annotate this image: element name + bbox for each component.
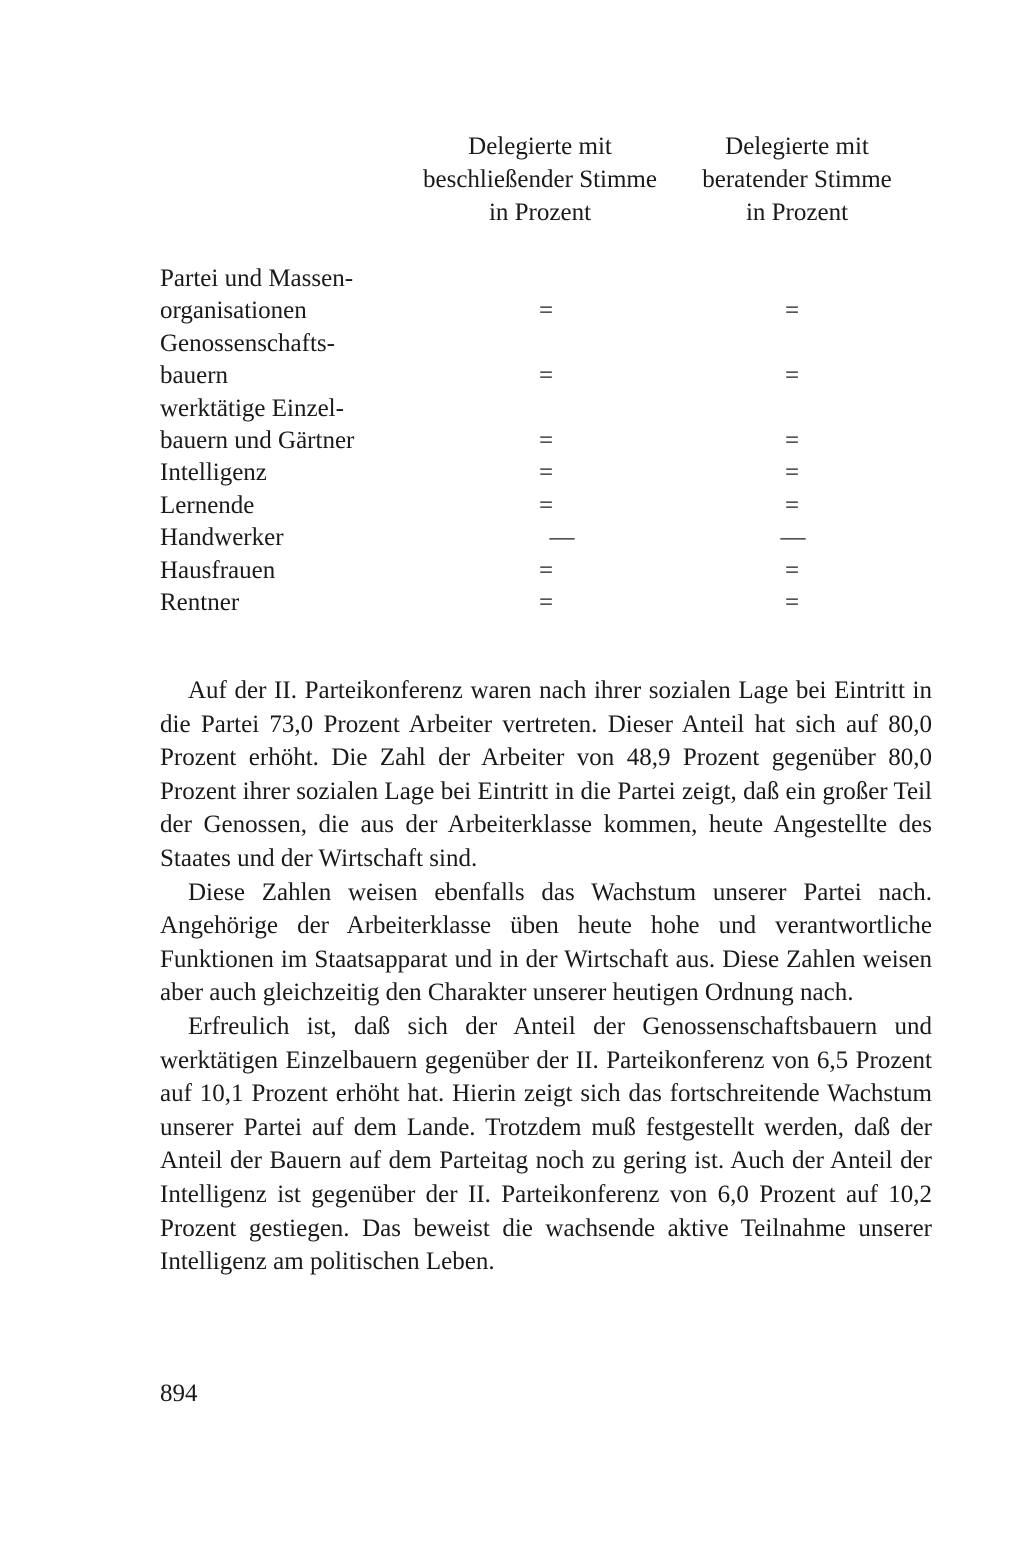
- row-label: Lernende: [160, 491, 255, 519]
- row-label: Genossenschafts-: [160, 329, 335, 357]
- table-header-line: in Prozent: [488, 199, 592, 226]
- table-row: [0, 262, 1024, 295]
- table-header-line: Delegierte mit: [725, 133, 869, 160]
- row-label: Hausfrauen: [160, 556, 276, 584]
- page-number: 894: [160, 1380, 198, 1407]
- table-row: [0, 489, 1024, 522]
- equals-sign: =: [784, 589, 800, 616]
- table-row: [0, 456, 1024, 489]
- equals-sign: =: [538, 362, 554, 390]
- paragraph: Auf der II. Parteikonferenz waren nach ihrer sozialen Lage bei Eintritt in die Partei 73,0 Prozent Arbeiter vertreten. Dieser Anteil hat sich auf 80,0 Prozent erhöht. Die Zahl der Arbeiter von 48,9 Prozent gegenüber 80,0 Prozent ihrer sozialen Lage bei Eintritt in die Partei zeigt, daß ein großer Teil der Genossen, die aus der Arbeiterklasse kommen, heute Angestellte des Staates und der Wirtschaft sind.: [160, 677, 932, 872]
- table-row: [0, 586, 1024, 619]
- equals-sign: =: [538, 589, 554, 616]
- table-row: [0, 294, 1024, 327]
- equals-sign: =: [784, 427, 800, 454]
- body-text: [160, 674, 932, 1279]
- equals-sign: =: [538, 556, 554, 584]
- table-header-line: beratender Stimme: [702, 166, 892, 193]
- row-label: organisationen: [160, 297, 307, 325]
- equals-sign: =: [784, 491, 800, 519]
- row-label: Rentner: [160, 589, 240, 616]
- table-row: [0, 424, 1024, 457]
- equals-sign: =: [538, 491, 554, 519]
- table-header-col2: [672, 130, 922, 229]
- paragraph: Erfreulich ist, daß sich der Anteil der Genossenschaftsbauern und werktätigen Einzelbauern gegenüber der II. Parteikonferenz von 6,5 Prozent auf 10,1 Prozent erhöht hat. Hierin zeigt sich das fortschreitende Wachstum unserer Partei auf dem Lande. Trotzdem muß festgestellt werden, daß der Anteil der Bauern auf dem Parteitag noch zu gering ist. Auch der Anteil der Intelligenz ist gegenüber der II. Parteikonferenz von 6,0 Prozent auf 10,2 Prozent gestiegen. Das beweist die wachsende aktive Teilnahme unserer Intelligenz am politischen Leben.: [160, 1012, 932, 1276]
- equals-sign: =: [538, 297, 554, 325]
- row-label: bauern: [160, 362, 229, 390]
- table-row: [0, 359, 1024, 392]
- table-row: [0, 327, 1024, 360]
- dash: —: [780, 524, 806, 552]
- equals-sign: =: [784, 297, 800, 325]
- equals-sign: =: [538, 459, 554, 487]
- table-header-line: Delegierte mit: [468, 133, 612, 160]
- row-label: bauern und Gärtner: [160, 427, 355, 454]
- table-header-line: in Prozent: [745, 199, 849, 226]
- equals-sign: =: [538, 427, 554, 454]
- table-row: [0, 392, 1024, 425]
- row-label: Handwerker: [160, 524, 284, 552]
- equals-sign: =: [784, 556, 800, 584]
- table-row: [0, 521, 1024, 554]
- equals-sign: =: [784, 459, 800, 487]
- equals-sign: =: [784, 362, 800, 390]
- table-header-col1: [415, 130, 665, 229]
- table-header-line: beschließender Stimme: [423, 166, 657, 193]
- row-label: Intelligenz: [160, 459, 267, 487]
- dash: —: [549, 524, 575, 552]
- row-label: werktätige Einzel-: [160, 394, 344, 422]
- table-row: [0, 554, 1024, 587]
- row-label: Partei und Massen-: [160, 265, 354, 292]
- paragraph: Diese Zahlen weisen ebenfalls das Wachstum unserer Partei nach. Angehörige der Arbeiterklasse üben heute hohe und verantwortliche Funktionen im Staatsapparat und in der Wirtschaft aus. Diese Zahlen weisen aber auch gleichzeitig den Charakter unserer heutigen Ordnung nach.: [160, 878, 932, 1007]
